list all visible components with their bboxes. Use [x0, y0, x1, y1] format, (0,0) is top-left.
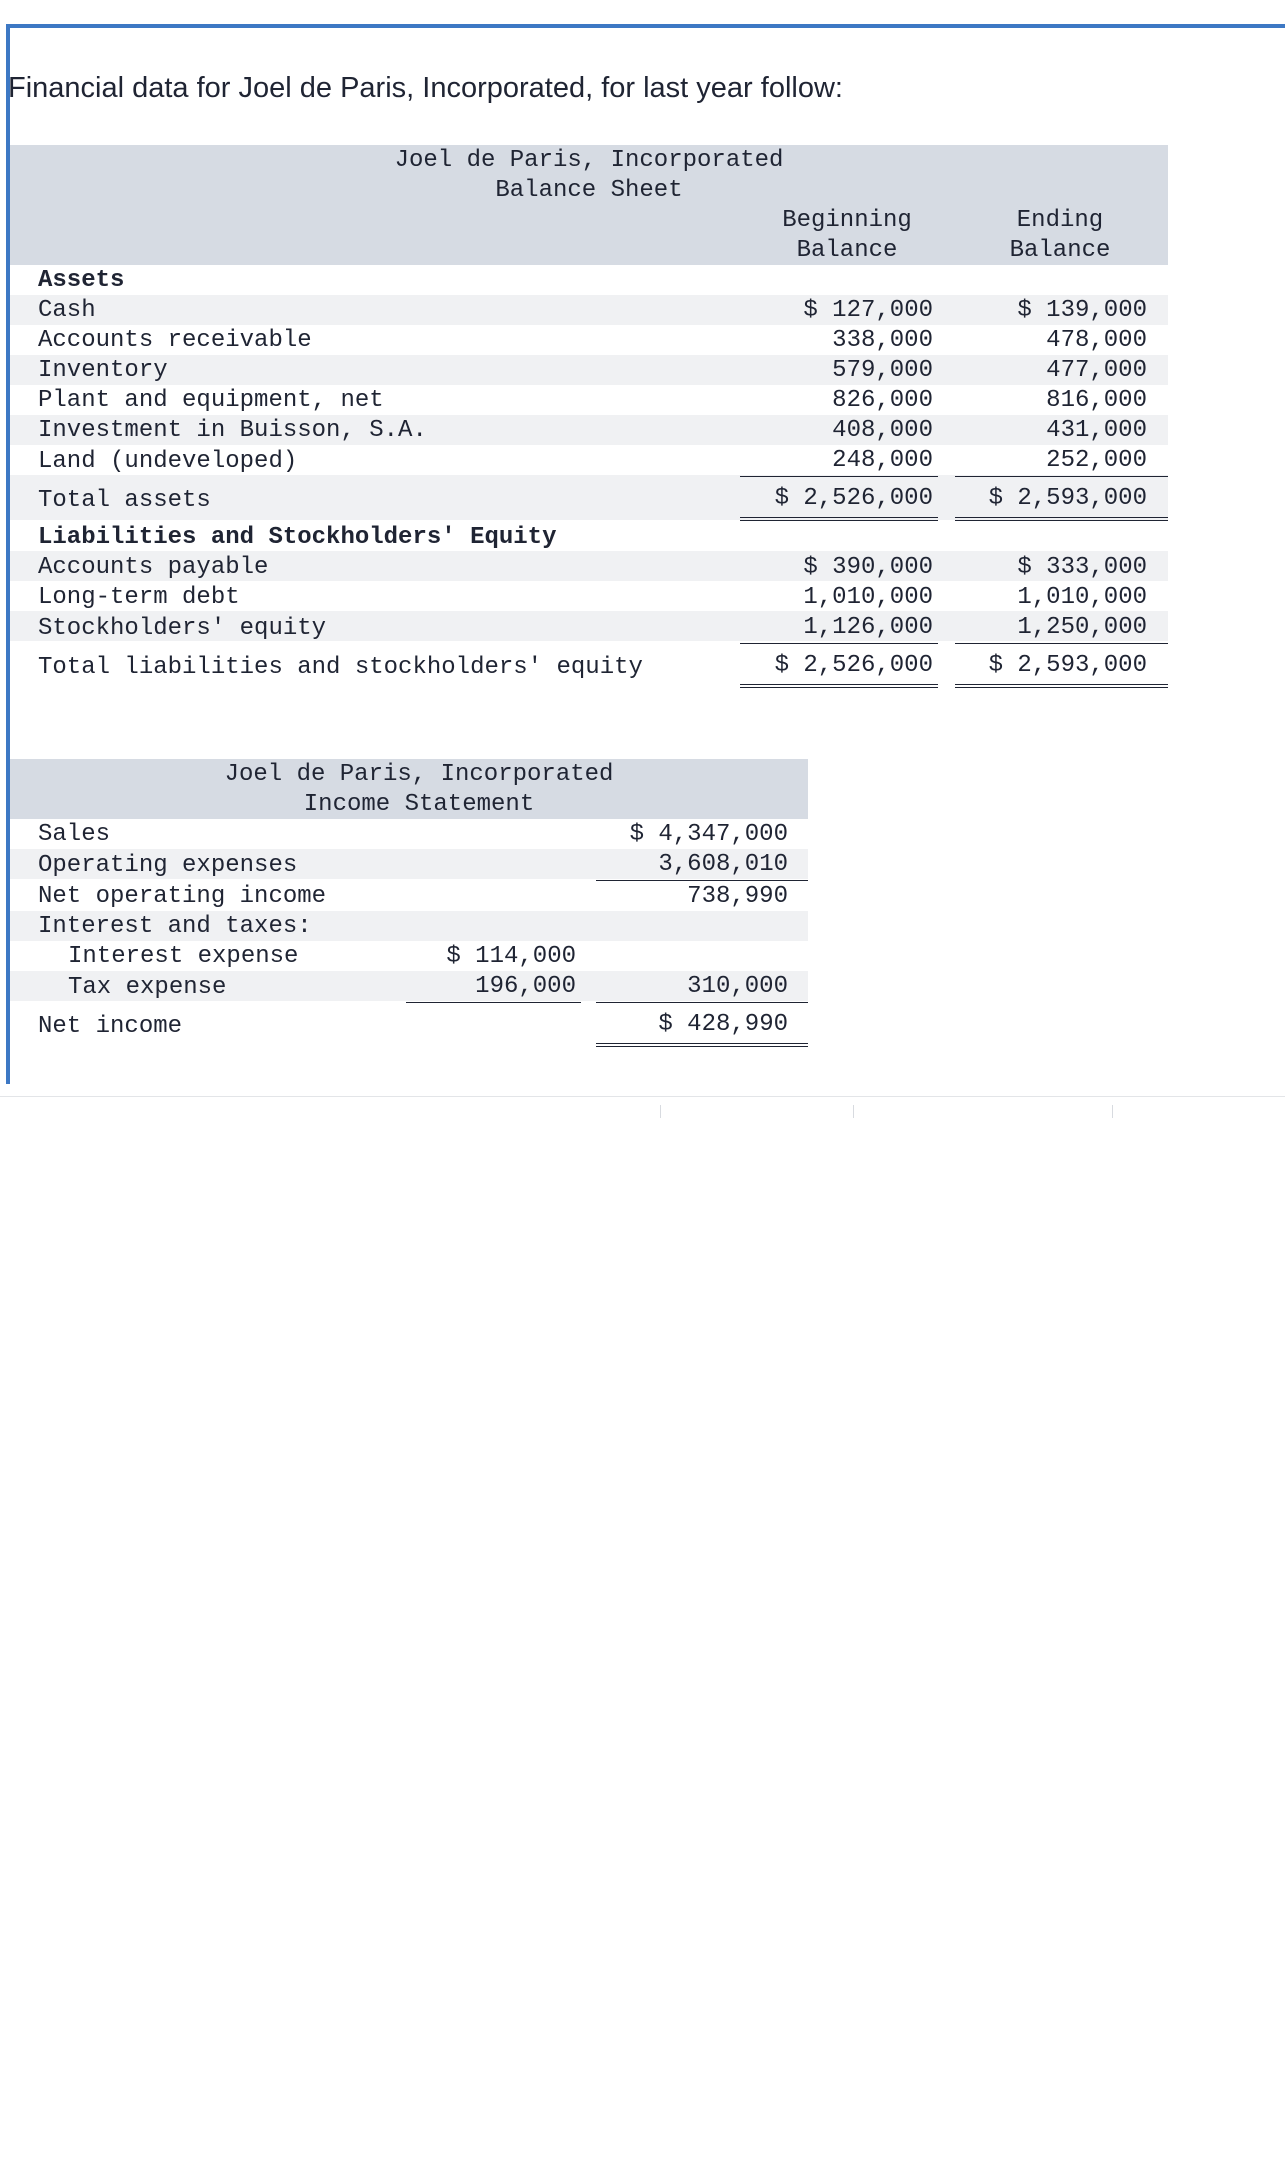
total-liabilities-ending: $ 2,593,000 [988, 652, 1147, 679]
tax-expense-value: 196,000 [475, 973, 576, 1000]
subtotal-rule [740, 643, 938, 644]
total-rule [740, 684, 938, 688]
subtotal-rule [596, 1002, 808, 1003]
asset-beginning: 826,000 [832, 387, 933, 414]
total-assets-label: Total assets [38, 487, 211, 514]
intro-text: Financial data for Joel de Paris, Incorporated, for last year follow: [8, 72, 843, 104]
sales-value: $ 4,347,000 [629, 821, 788, 848]
total-rule [596, 1043, 808, 1047]
asset-ending: 252,000 [1046, 447, 1147, 474]
income-statement-company: Joel de Paris, Incorporated [224, 761, 614, 788]
subtotal-rule [955, 643, 1168, 644]
ending-balance-header: Ending [1016, 207, 1104, 234]
total-rule [740, 517, 938, 521]
interest-taxes-label: Interest and taxes: [38, 913, 312, 940]
operating-expenses-value: 3,608,010 [658, 851, 788, 878]
income-statement-table [10, 759, 808, 1059]
balance-sheet-company: Joel de Paris, Incorporated [394, 147, 784, 174]
asset-beginning: 579,000 [832, 357, 933, 384]
asset-ending: 477,000 [1046, 357, 1147, 384]
ending-balance-header-line2: Balance [1009, 237, 1111, 264]
liability-label: Stockholders' equity [38, 615, 327, 642]
asset-beginning: 408,000 [832, 417, 933, 444]
total-liabilities-beginning: $ 2,526,000 [774, 652, 933, 679]
beginning-balance-header-line2: Balance [796, 237, 898, 264]
balance-sheet-table [10, 145, 1168, 705]
liability-beginning: 1,126,000 [803, 614, 933, 641]
asset-ending: $ 139,000 [1017, 297, 1147, 324]
asset-ending: 478,000 [1046, 327, 1147, 354]
asset-label: Investment in Buisson, S.A. [38, 417, 427, 444]
liability-label: Accounts payable [38, 554, 269, 581]
asset-beginning: $ 127,000 [803, 297, 933, 324]
asset-label: Cash [38, 297, 96, 324]
subtotal-rule [740, 476, 938, 477]
asset-ending: 816,000 [1046, 387, 1147, 414]
divider-tick [660, 1105, 661, 1118]
asset-beginning: 338,000 [832, 327, 933, 354]
income-statement-title: Income Statement [303, 791, 535, 818]
subtotal-rule [955, 476, 1168, 477]
asset-label: Plant and equipment, net [38, 387, 384, 414]
asset-ending: 431,000 [1046, 417, 1147, 444]
sales-label: Sales [38, 821, 111, 848]
interest-taxes-total: 310,000 [687, 973, 788, 1000]
net-income-value: $ 428,990 [658, 1011, 788, 1038]
divider-tick [1112, 1105, 1113, 1118]
total-rule [955, 517, 1168, 521]
subtotal-rule [596, 880, 808, 881]
beginning-balance-header: Beginning [782, 207, 912, 234]
subtotal-rule [406, 1002, 581, 1003]
liability-beginning: $ 390,000 [803, 554, 933, 581]
balance-sheet-title: Balance Sheet [495, 177, 683, 204]
divider-tick [853, 1105, 854, 1118]
interest-expense-label: Interest expense [68, 943, 299, 970]
page-divider [0, 1096, 1285, 1097]
asset-label: Land (undeveloped) [38, 448, 298, 475]
liability-beginning: 1,010,000 [803, 584, 933, 611]
liability-ending: $ 333,000 [1017, 554, 1147, 581]
total-assets-ending: $ 2,593,000 [988, 485, 1147, 512]
liabilities-heading: Liabilities and Stockholders' Equity [38, 524, 557, 551]
asset-label: Inventory [38, 357, 168, 384]
frame-top-border [6, 24, 1285, 28]
asset-beginning: 248,000 [832, 447, 933, 474]
interest-expense-value: $ 114,000 [446, 943, 576, 970]
total-rule [955, 684, 1168, 688]
net-operating-income-label: Net operating income [38, 883, 327, 910]
net-income-label: Net income [38, 1013, 183, 1040]
total-liabilities-label: Total liabilities and stockholders' equity [38, 654, 643, 681]
asset-label: Accounts receivable [38, 327, 312, 354]
total-assets-beginning: $ 2,526,000 [774, 485, 933, 512]
liability-ending: 1,250,000 [1017, 614, 1147, 641]
net-operating-income-value: 738,990 [687, 883, 788, 910]
operating-expenses-label: Operating expenses [38, 852, 298, 879]
tax-expense-label: Tax expense [68, 974, 227, 1001]
liability-label: Long-term debt [38, 584, 240, 611]
liability-ending: 1,010,000 [1017, 584, 1147, 611]
assets-heading: Assets [38, 267, 125, 294]
